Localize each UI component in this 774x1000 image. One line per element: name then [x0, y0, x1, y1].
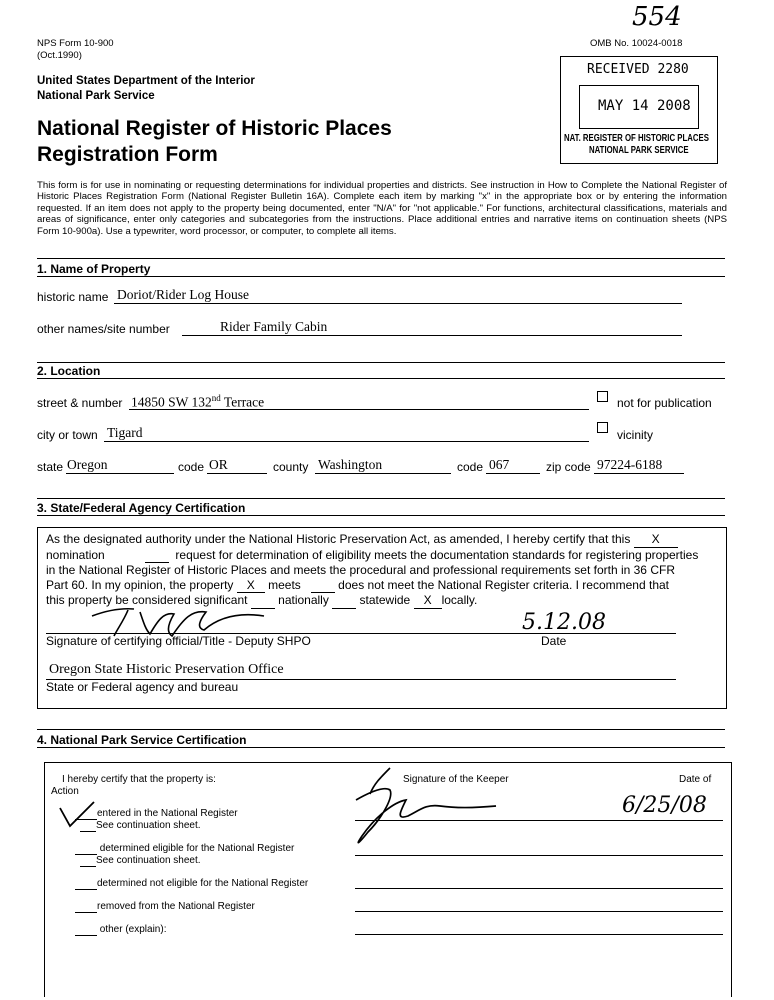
other-blank [75, 924, 97, 936]
state-code-label: code [178, 460, 205, 474]
department: United States Department of the Interior [37, 75, 255, 87]
removed-label: removed from the National Register [97, 901, 255, 912]
eligible-continuation-blank [80, 855, 96, 867]
request-mark[interactable] [145, 548, 169, 564]
stamp-date: MAY 14 2008 [598, 98, 691, 114]
vicinity-label: vicinity [617, 428, 654, 442]
vicinity-checkbox[interactable] [597, 422, 608, 433]
significant-text: this property be considered significant [46, 593, 248, 608]
cert-line-1-text: As the designated authority under the National Historic Preservation Act, as amended, I hereby certify that this [46, 532, 631, 546]
statewide-mark[interactable] [332, 593, 356, 609]
other-names-value[interactable]: Rider Family Cabin [220, 319, 328, 334]
eligible-label: determined eligible for the National Register [99, 843, 295, 854]
city-label: city or town [37, 428, 98, 442]
entered-continuation-blank [80, 820, 96, 832]
state-label: state [37, 460, 64, 474]
cert-line-4 [46, 578, 722, 594]
historic-name-label: historic name [37, 290, 109, 304]
street-suffix: Terrace [220, 394, 265, 410]
not-eligible-blank [75, 878, 97, 890]
date-of-label: Date of [679, 774, 712, 785]
street-ordinal: nd [211, 393, 221, 403]
stamp-line2: NATIONAL PARK SERVICE [589, 145, 689, 156]
county-label: county [273, 460, 309, 474]
zip-label: zip code [546, 460, 591, 474]
keeper-date: 6/25/08 [622, 793, 707, 818]
county-value[interactable]: Washington [318, 457, 383, 472]
page-title: National Register of Historic Places [37, 117, 392, 140]
eligible-blank [75, 843, 97, 855]
agency-value[interactable]: Oregon State Historic Preservation Office [49, 662, 284, 677]
locally-label: locally. [441, 593, 478, 608]
page-subtitle: Registration Form [37, 143, 218, 166]
entered-continuation-label: See continuation sheet. [96, 820, 201, 831]
meets-label: meets [268, 577, 301, 592]
section-4-heading: 4. National Park Service Certification [37, 733, 247, 747]
zip-value[interactable]: 97224-6188 [597, 457, 663, 472]
instructions-paragraph: This form is for use in nominating or requesting determinations for individual properties and districts. See instruction in How to Complete the National Register of Historic Places Registration Form (National Register Bulletin 16A). Complete each item by marking "x" in the appropriate box or by entering the information requested. If an item does not apply to the property being documented, enter "N/A" for "not applicable." For functions, architectural classifications, materials and areas of significance, enter only categories and subcategories from the instructions. Place additional entries and narrative items on continuation sheets (NPS Form 10-900a). Use a typewriter, word processor, or computer, to complete all items. [37, 180, 727, 237]
not-for-publication-label: not for publication [617, 396, 712, 410]
street-number: 14850 SW 132 [131, 394, 212, 410]
stamp-line1: NAT. REGISTER OF HISTORIC PLACES [564, 133, 709, 144]
received-label: RECEIVED 2280 [587, 62, 689, 77]
not-eligible-label: determined not eligible for the National Register [97, 878, 309, 889]
form-date: (Oct.1990) [37, 50, 82, 61]
nomination-mark[interactable]: X [634, 532, 678, 548]
keeper-label: Signature of the Keeper [403, 774, 509, 785]
agency-label: State or Federal agency and bureau [46, 680, 239, 694]
entered-blank [75, 808, 97, 820]
stamp-date-box [579, 85, 699, 129]
action-entered[interactable] [75, 808, 238, 820]
action-removed[interactable] [75, 901, 255, 913]
state-code-value[interactable]: OR [209, 457, 228, 472]
entered-label: entered in the National Register [97, 808, 238, 819]
locally-mark[interactable]: X [414, 593, 442, 609]
omb-number: OMB No. 10024-0018 [590, 38, 683, 49]
entered-continuation[interactable] [80, 820, 201, 832]
historic-name-value[interactable]: Doriot/Rider Log House [117, 287, 249, 302]
eligible-continuation[interactable] [80, 855, 201, 867]
cert-line-2 [46, 548, 722, 564]
meets-mark[interactable]: X [237, 578, 265, 594]
date-label: Date [541, 634, 567, 648]
does-not-meet-label: does not meet the National Register criteria. I recommend that [338, 577, 669, 592]
signature-date: 5.12.08 [522, 610, 606, 635]
certify-label: I hereby certify that the property is: [62, 774, 216, 785]
other-label: other (explain): [99, 924, 167, 935]
county-code-label: code [457, 460, 484, 474]
other-names-label: other names/site number [37, 322, 170, 336]
section-3-heading: 3. State/Federal Agency Certification [37, 501, 246, 515]
not-for-publication-checkbox[interactable] [597, 391, 608, 402]
nationally-label: nationally [278, 593, 329, 608]
cert-line-2-text: request for determination of eligibility meets the documentation standards for registering properties [175, 547, 699, 562]
service: National Park Service [37, 90, 155, 102]
nomination-label: nomination [46, 547, 105, 562]
action-eligible[interactable] [75, 843, 294, 855]
action-label: Action [51, 786, 79, 797]
received-stamp [560, 56, 718, 164]
statewide-label: statewide [359, 593, 411, 608]
eligible-continuation-label: See continuation sheet. [96, 855, 201, 866]
state-value[interactable]: Oregon [67, 457, 108, 472]
action-other[interactable] [75, 924, 166, 936]
cert-line-1 [46, 532, 722, 548]
section-2-heading: 2. Location [37, 364, 101, 378]
cert-line-4-text: Part 60. In my opinion, the property [46, 577, 234, 592]
street-value[interactable] [131, 393, 264, 411]
handwritten-number: 554 [632, 2, 682, 32]
signature-label: Signature of certifying official/Title - Deputy SHPO [46, 634, 311, 648]
city-value[interactable]: Tigard [107, 425, 143, 440]
removed-blank [75, 901, 97, 913]
form-number: NPS Form 10-900 [37, 38, 114, 49]
keeper-signature-image [350, 764, 500, 854]
does-not-meet-mark[interactable] [311, 578, 335, 594]
cert-line-3: in the National Register of Historic Places and meets the procedural and professional requirements set forth in 36 CFR [46, 563, 675, 578]
action-not-eligible[interactable] [75, 878, 308, 890]
section-1-heading: 1. Name of Property [37, 262, 151, 276]
street-label: street & number [37, 396, 123, 410]
county-code-value[interactable]: 067 [489, 457, 510, 472]
